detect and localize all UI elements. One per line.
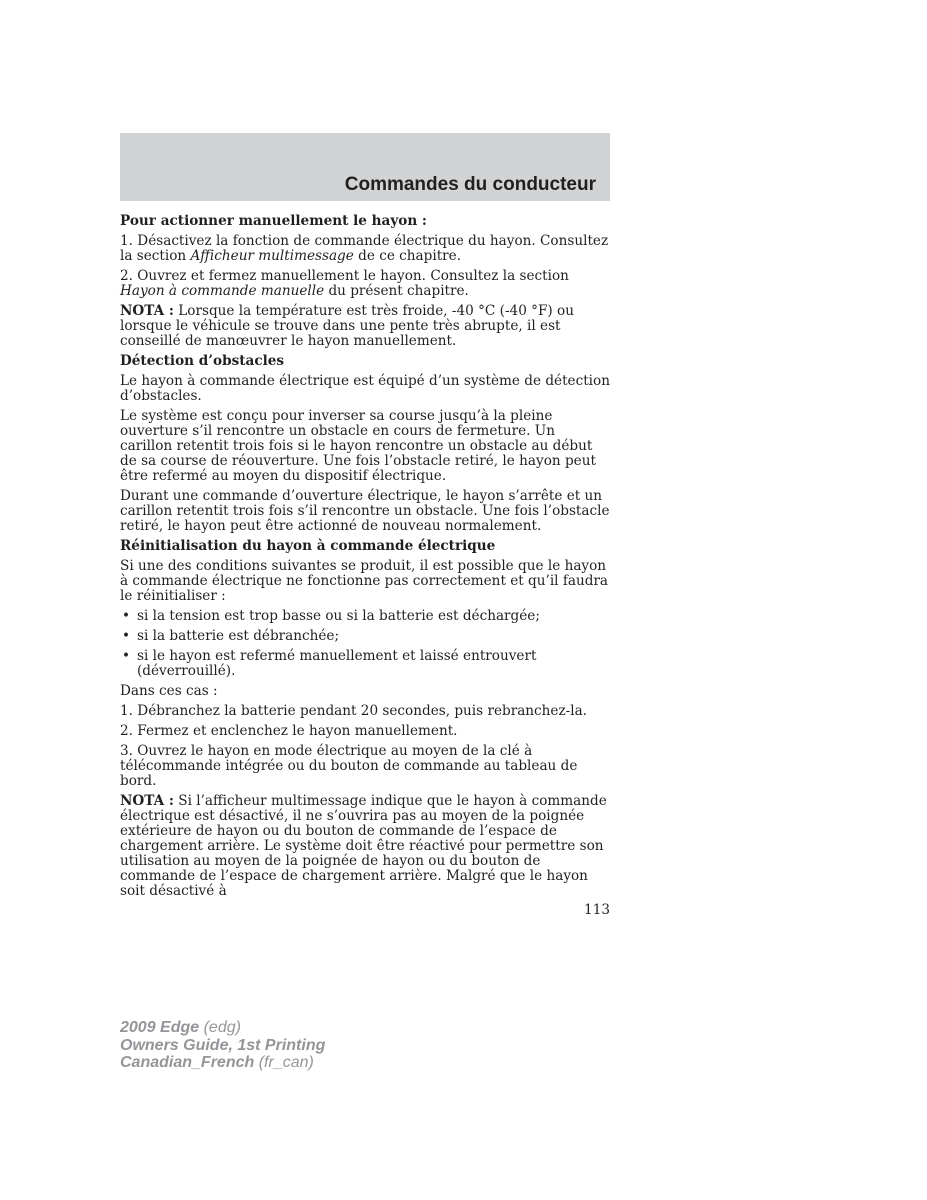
paragraph-cases: Dans ces cas : [120,683,218,699]
heading-manual-tailgate: Pour actionner manuellement le hayon : [120,213,427,229]
paragraph-obstacle-reverse: Le système est conçu pour inverser sa course jusqu’à la pleine ouverture s’il rencontre un obstacle en cours de fermeture. Un carillon retentit trois fois si le hayon rencontre un obstacle au début de sa course de réouverture. Une fois l’obstacle retiré, le hayon peut être refermé au moyen du dispositif électrique. [120,408,596,484]
footer-model-line: 2009 Edge (edg) [120,1019,241,1036]
reference-manual-liftgate: Hayon à commande manuelle [120,283,325,299]
bullet-icon: • [122,628,131,644]
paragraph-obstacle-intro: Le hayon à commande électrique est équipé d’un système de détection d’obstacles. [120,373,610,404]
reset-step-1: 1. Débranchez la batterie pendant 20 secondes, puis rebranchez-la. [120,703,587,719]
paragraph-step-2: 2. Ouvrez et fermez manuellement le hayon. Consultez la section Hayon à commande manuelle du présent chapitre. [120,268,569,299]
heading-reset: Réinitialisation du hayon à commande électrique [120,538,496,554]
document-footer [120,1019,325,1072]
paragraph-reset-intro: Si une des conditions suivantes se produit, il est possible que le hayon à commande électrique ne fonctionne pas correctement et qu’il faudra le réinitialiser : [120,558,609,604]
section-header-band [120,133,610,201]
footer-guide-line: Owners Guide, 1st Printing [120,1036,326,1054]
bullet-icon: • [122,608,131,624]
note-label: NOTA : [120,793,174,809]
note-disabled-tailgate: NOTA : Si l’afficheur multimessage indique que le hayon à commande électrique est désactivé, il ne s’ouvrira pas au moyen de la poignée extérieure de hayon ou du bouton de commande de l’espace de chargement arrière. Le système doit être réactivé pour permettre son utilisation au moyen de la poignée de hayon ou du bouton de commande de l’espace de chargement arrière. Malgré que le hayon soit désactivé à [120,793,607,899]
reset-step-2: 2. Fermez et enclenchez le hayon manuellement. [120,723,458,739]
list-item: • si la tension est trop basse ou si la batterie est déchargée; [122,608,540,624]
bullet-icon: • [122,648,131,664]
page-number: 113 [584,902,610,918]
section-title: Commandes du conducteur [344,174,596,195]
note-label: NOTA : [120,303,174,319]
reset-step-3: 3. Ouvrez le hayon en mode électrique au moyen de la clé à télécommande intégrée ou du bouton de commande au tableau de bord. [120,743,578,789]
paragraph-step-1: 1. Désactivez la fonction de commande électrique du hayon. Consultez la section Afficheur multimessage de ce chapitre. [120,233,609,264]
list-item: • si la batterie est débranchée; [122,628,340,644]
page-body [120,214,610,904]
heading-obstacle-detection: Détection d’obstacles [120,353,285,369]
note-cold-temperature: NOTA : Lorsque la température est très froide, -40 °C (-40 °F) ou lorsque le véhicule se trouve dans une pente très abrupte, il est conseillé de manœuvrer le hayon manuellement. [120,303,574,349]
reference-multimessage: Afficheur multimessage [190,248,354,264]
footer-language-line: Canadian_French (fr_can) [120,1054,314,1071]
paragraph-obstacle-opening: Durant une commande d’ouverture électrique, le hayon s’arrête et un carillon retentit trois fois s’il rencontre un obstacle. Une fois l’obstacle retiré, le hayon peut être actionné de nouveau normalement. [120,488,610,534]
list-item: • si le hayon est refermé manuellement et laissé entrouvert (déverrouillé). [122,648,537,679]
reset-conditions-list [120,609,610,679]
